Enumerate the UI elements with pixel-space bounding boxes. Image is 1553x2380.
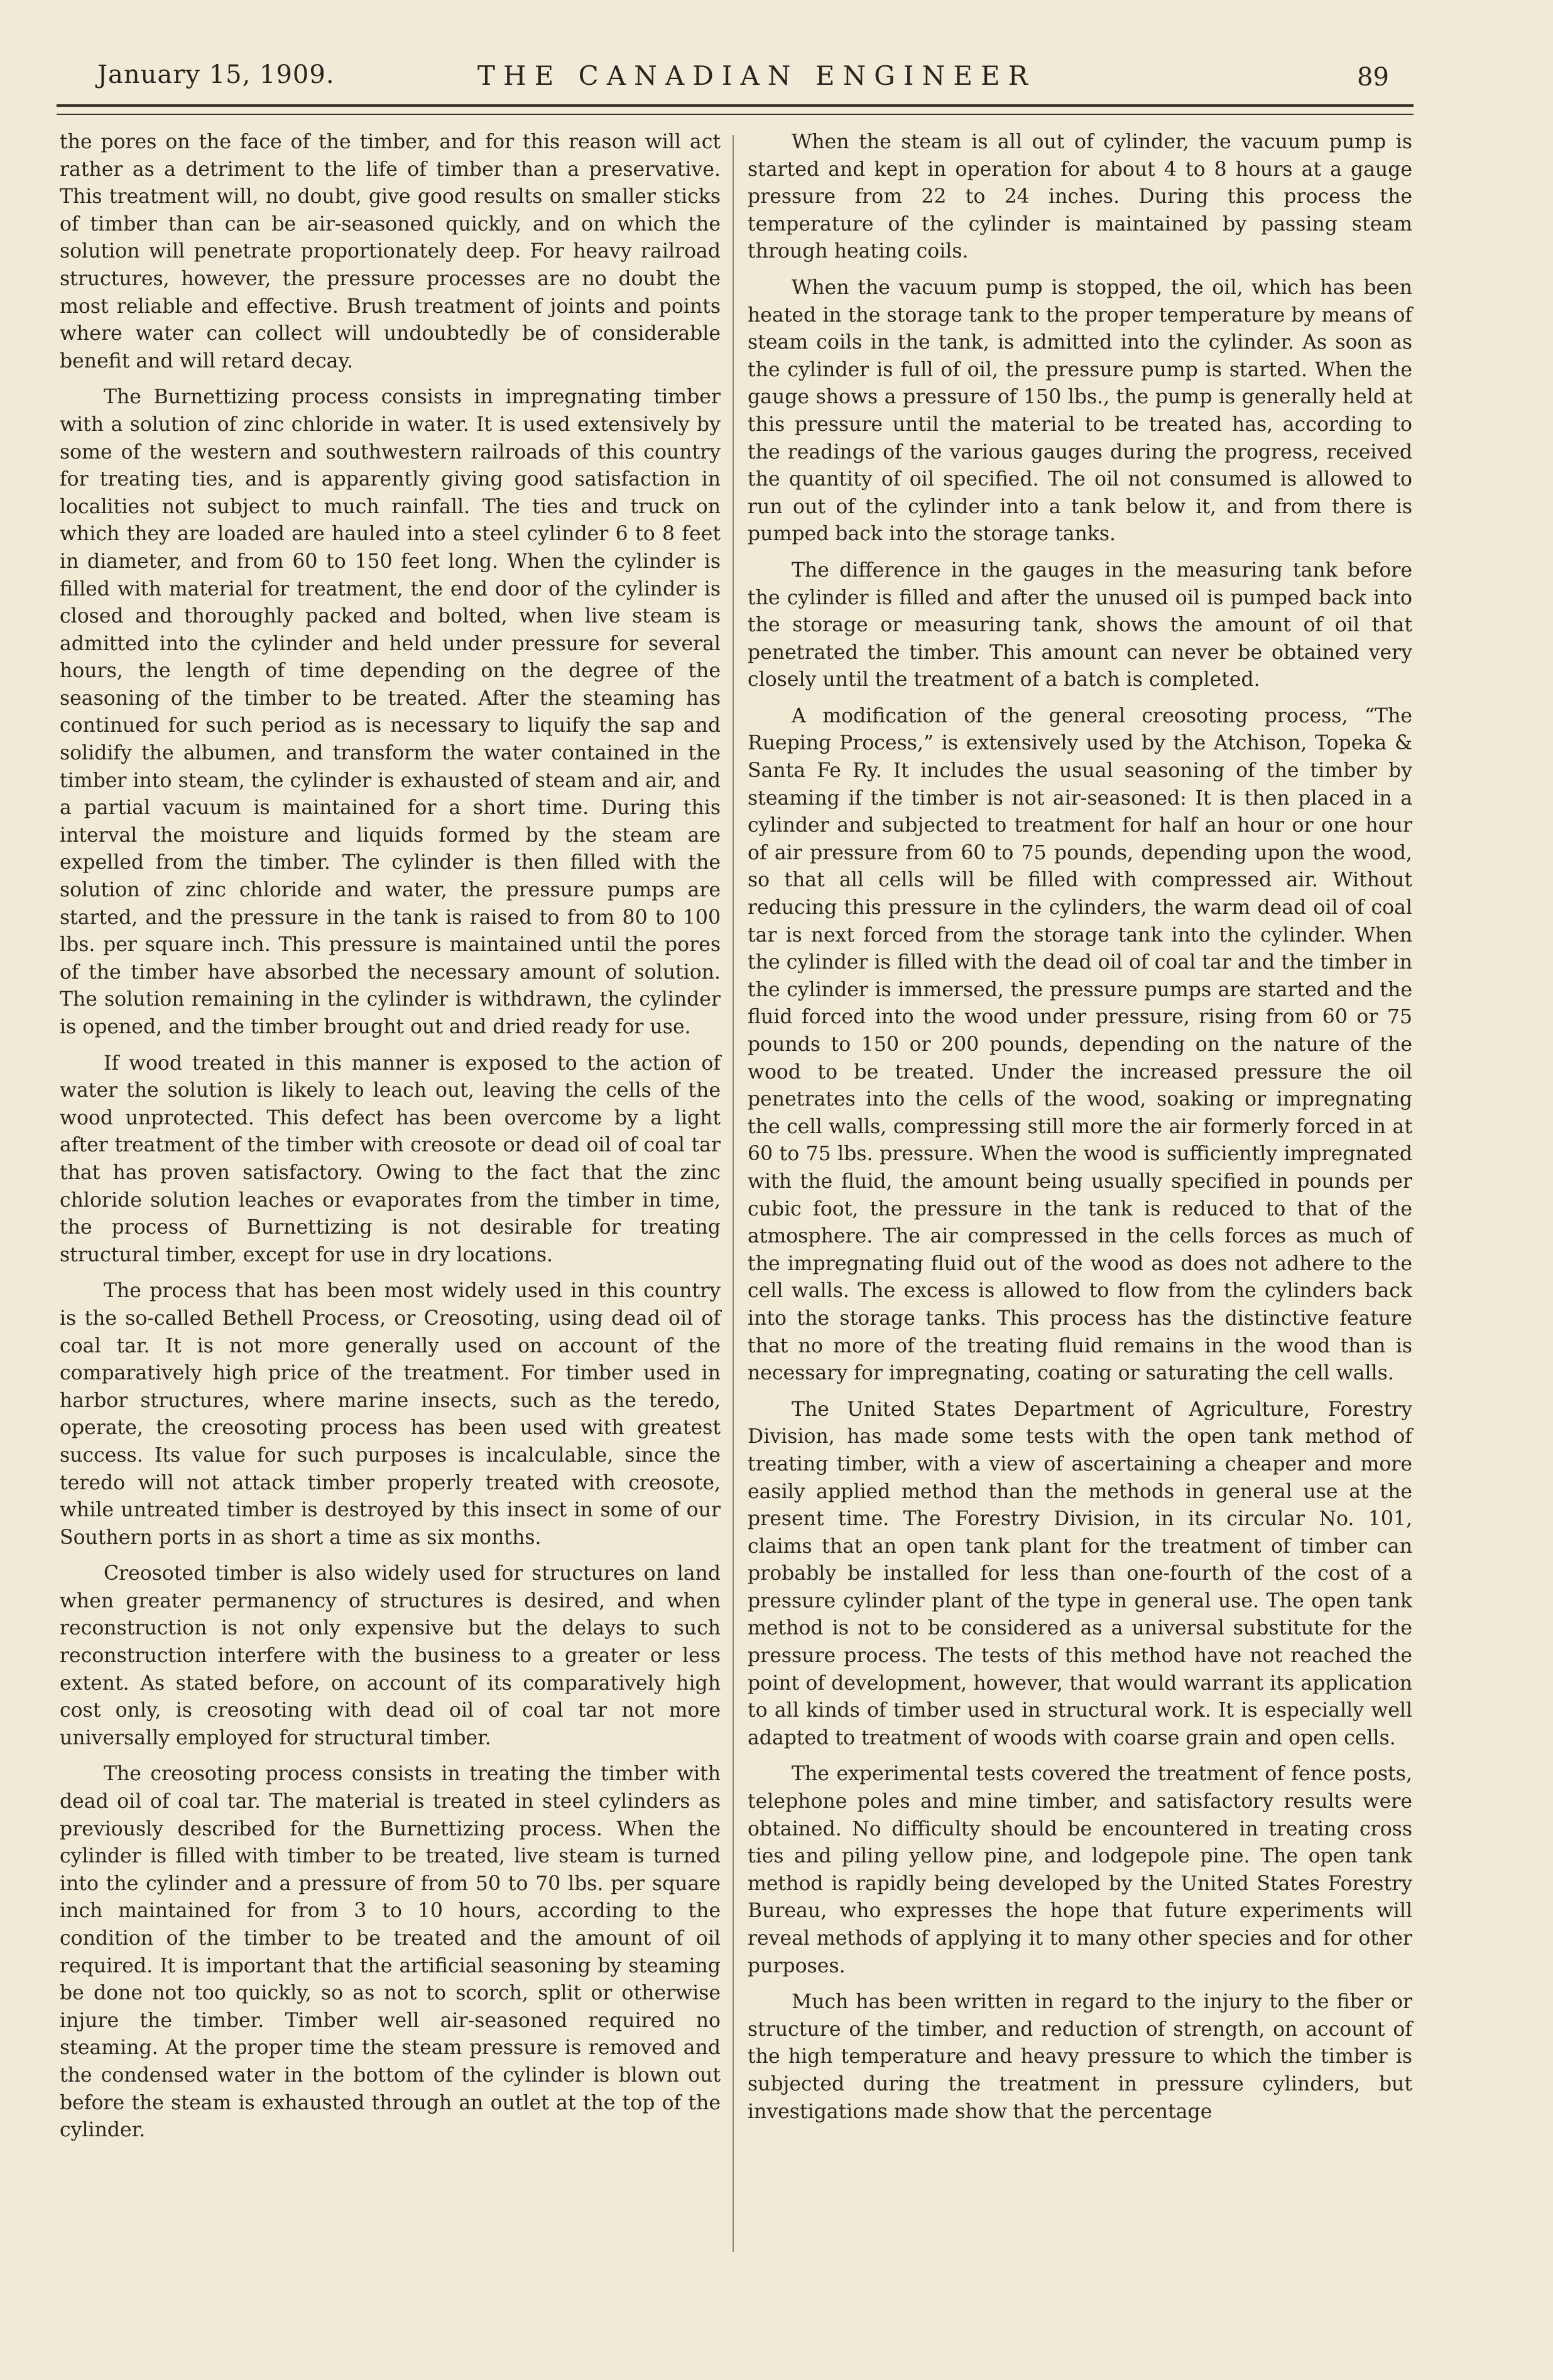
paragraph: The difference in the gauges in the measuring tank before the cylinder is filled and after the unused oil is pumped back into the storage or measuring tank, shows the amount of oil that penetrated the timber. This amount can never be obtained very closely until the treatment of a batch is completed. xyxy=(748,558,1412,692)
paragraph: A modification of the general creosoting process, “The Rueping Process,” is extensively used by the Atchison, Topeka & Santa Fe Ry. It includes the usual seasoning of the timber by steaming if the timber is not air-seasoned: It is then placed in a cylinder and subjected to treatment for half an hour or one hour of air pressure from 60 to 75 pounds, depending upon the wood, so that all cells will be filled with compressed air. Without reducing this pressure in the cylinders, the warm dead oil of coal tar is next forced from the storage tank into the cylinder. When the cylinder is filled with the dead oil of coal tar and the timber in the cylinder is immersed, the pressure pumps are started and the fluid forced into the wood under pressure, rising from 60 or 75 pounds to 150 or 200 pounds, depending on the nature of the wood to be treated. Under the increased pressure the oil penetrates into the cells of the wood, soaking or impregnating the cell walls, compressing still more the air formerly forced in at 60 to 75 lbs. pressure. When the wood is sufficiently impregnated with the fluid, the amount being usually specified in pounds per cubic foot, the pressure in the tank is reduced to that of the atmosphere. The air compressed in the cells forces as much of the impregnating fluid out of the wood as does not adhere to the cell walls. The excess is allowed to flow from the cylinders back into the storage tanks. This process has the distinctive feature that no more of the treating fluid remains in the wood than is necessary for impregnating, coating or saturating the cell walls. xyxy=(748,704,1412,1385)
paragraph: The Burnettizing process consists in impregnating timber with a solution of zinc chloride in water. It is used extensively by some of the western and southwestern railroads of this country for treating ties, and is apparently giving good satisfaction in localities not subject to much rainfall. The ties and truck on which they are loaded are hauled into a steel cylinder 6 to 8 feet in diameter, and from 60 to 150 feet long. When the cylinder is filled with material for treatment, the end door of the cylinder is closed and thoroughly packed and bolted, when live steam is admitted into the cylinder and held under pressure for several hours, the length of time depending on the degree of the seasoning of the timber to be treated. After the steaming has continued for such period as is necessary to liquify the sap and solidify the albumen, and transform the water contained in the timber into steam, the cylinder is exhausted of steam and air, and a partial vacuum is maintained for a short time. During this interval the moisture and liquids formed by the steam are expelled from the timber. The cylinder is then filled with the solution of zinc chloride and water, the pressure pumps are started, and the pressure in the tank is raised to from 80 to 100 lbs. per square inch. This pressure is maintained until the pores of the timber have absorbed the necessary amount of solution. The solution remaining in the cylinder is withdrawn, the cylinder is opened, and the timber brought out and dried ready for use. xyxy=(60,386,721,1038)
paragraph: the pores on the face of the timber, and for this reason will act rather as a detriment to the life of timber than a preservative. This treatment will, no doubt, give good results on smaller sticks of timber than can be air-seasoned quickly, and on which the solution will penetrate proportionately deep. For heavy railroad structures, however, the pressure processes are no doubt the most reliable and effective. Brush treatment of joints and points where water can collect will undoubtedly be of considerable benefit and will retard decay. xyxy=(60,131,721,372)
page-number: 89 xyxy=(1357,63,1389,92)
right-column xyxy=(748,129,1412,2134)
left-column xyxy=(60,129,721,2153)
paragraph: The United States Department of Agriculture, Forestry Division, has made some tests with the open tank method of treating timber, with a view of ascertaining a cheaper and more easily applied method than the methods in general use at the present time. The Forestry Division, in its circular No. 101, claims that an open tank plant for the treatment of timber can probably be installed for less than one-fourth of the cost of a pressure cylinder plant of the type in general use. The open tank method is not to be considered as a universal substitute for the pressure process. The tests of this method have not reached the point of development, however, that would warrant its application to all kinds of timber used in structural work. It is especially well adapted to treatment of woods with coarse grain and open cells. xyxy=(748,1398,1412,1749)
header-rule-thick xyxy=(57,104,1414,107)
paragraph: The process that has been most widely used in this country is the so-called Bethell Process, or Creosoting, using dead oil of coal tar. It is not more generally used on account of the comparatively high price of the treatment. For timber used in harbor structures, where marine insects, such as the teredo, operate, the creosoting process has been used with greatest success. Its value for such purposes is incalculable, since the teredo will not attack timber properly treated with creosote, while untreated timber is destroyed by this insect in some of our Southern ports in as short a time as six months. xyxy=(60,1280,721,1549)
column-divider xyxy=(733,135,734,2252)
issue-date: January 15, 1909. xyxy=(97,60,335,89)
paragraph: Much has been written in regard to the injury to the fiber or structure of the timber, and reduction of strength, on account of the high temperature and heavy pressure to which the timber is subjected during the treatment in pressure cylinders, but investigations made show that the percentage xyxy=(748,1991,1412,2123)
header-rule-thin xyxy=(57,114,1414,115)
paragraph: Creosoted timber is also widely used for structures on land when greater permanency of structures is desired, and when reconstruction is not only expensive but the delays to such reconstruction interfere with the business to a greater or less extent. As stated before, on account of its comparatively high cost only, is creosoting with dead oil of coal tar not more universally employed for structural timber. xyxy=(60,1562,721,1749)
paragraph: The creosoting process consists in treating the timber with dead oil of coal tar. The material is treated in steel cylinders as previously described for the Burnettizing process. When the cylinder is filled with timber to be treated, live steam is turned into the cylinder and a pressure of from 50 to 70 lbs. per square inch maintained for from 3 to 10 hours, according to the condition of the timber to be treated and the amount of oil required. It is important that the artificial seasoning by steaming be done not too quickly, so as not to scorch, split or otherwise injure the timber. Timber well air-seasoned required no steaming. At the proper time the steam pressure is removed and the condensed water in the bottom of the cylinder is blown out before the steam is exhausted through an outlet at the top of the cylinder. xyxy=(60,1763,721,2142)
paragraph: When the vacuum pump is stopped, the oil, which has been heated in the storage tank to the proper temperature by means of steam coils in the tank, is admitted into the cylinder. As soon as the cylinder is full of oil, the pressure pump is started. When the gauge shows a pressure of 150 lbs., the pump is generally held at this pressure until the material to be treated has, according to the readings of the various gauges during the progress, received the quantity of oil specified. The oil not consumed is allowed to run out of the cylinder into a tank below it, and from there is pumped back into the storage tanks. xyxy=(748,276,1412,546)
paragraph: When the steam is all out of cylinder, the vacuum pump is started and kept in operation for about 4 to 8 hours at a gauge pressure from 22 to 24 inches. During this process the temperature of the cylinder is maintained by passing steam through heating coils. xyxy=(748,131,1412,263)
publication-title: THE CANADIAN ENGINEER xyxy=(477,60,1037,91)
paragraph: If wood treated in this manner is exposed to the action of water the solution is likely to leach out, leaving the cells of the wood unprotected. This defect has been overcome by a light after treatment of the timber with creosote or dead oil of coal tar that has proven satisfactory. Owing to the fact that the zinc chloride solution leaches or evaporates from the timber in time, the process of Burnettizing is not desirable for treating structural timber, except for use in dry locations. xyxy=(60,1051,721,1266)
paragraph: The experimental tests covered the treatment of fence posts, telephone poles and mine timber, and satisfactory results were obtained. No difficulty should be encountered in treating cross ties and piling yellow pine, and lodgepole pine. The open tank method is rapidly being developed by the United States Forestry Bureau, who expresses the hope that future experiments will reveal methods of applying it to many other species and for other purposes. xyxy=(748,1763,1412,1977)
